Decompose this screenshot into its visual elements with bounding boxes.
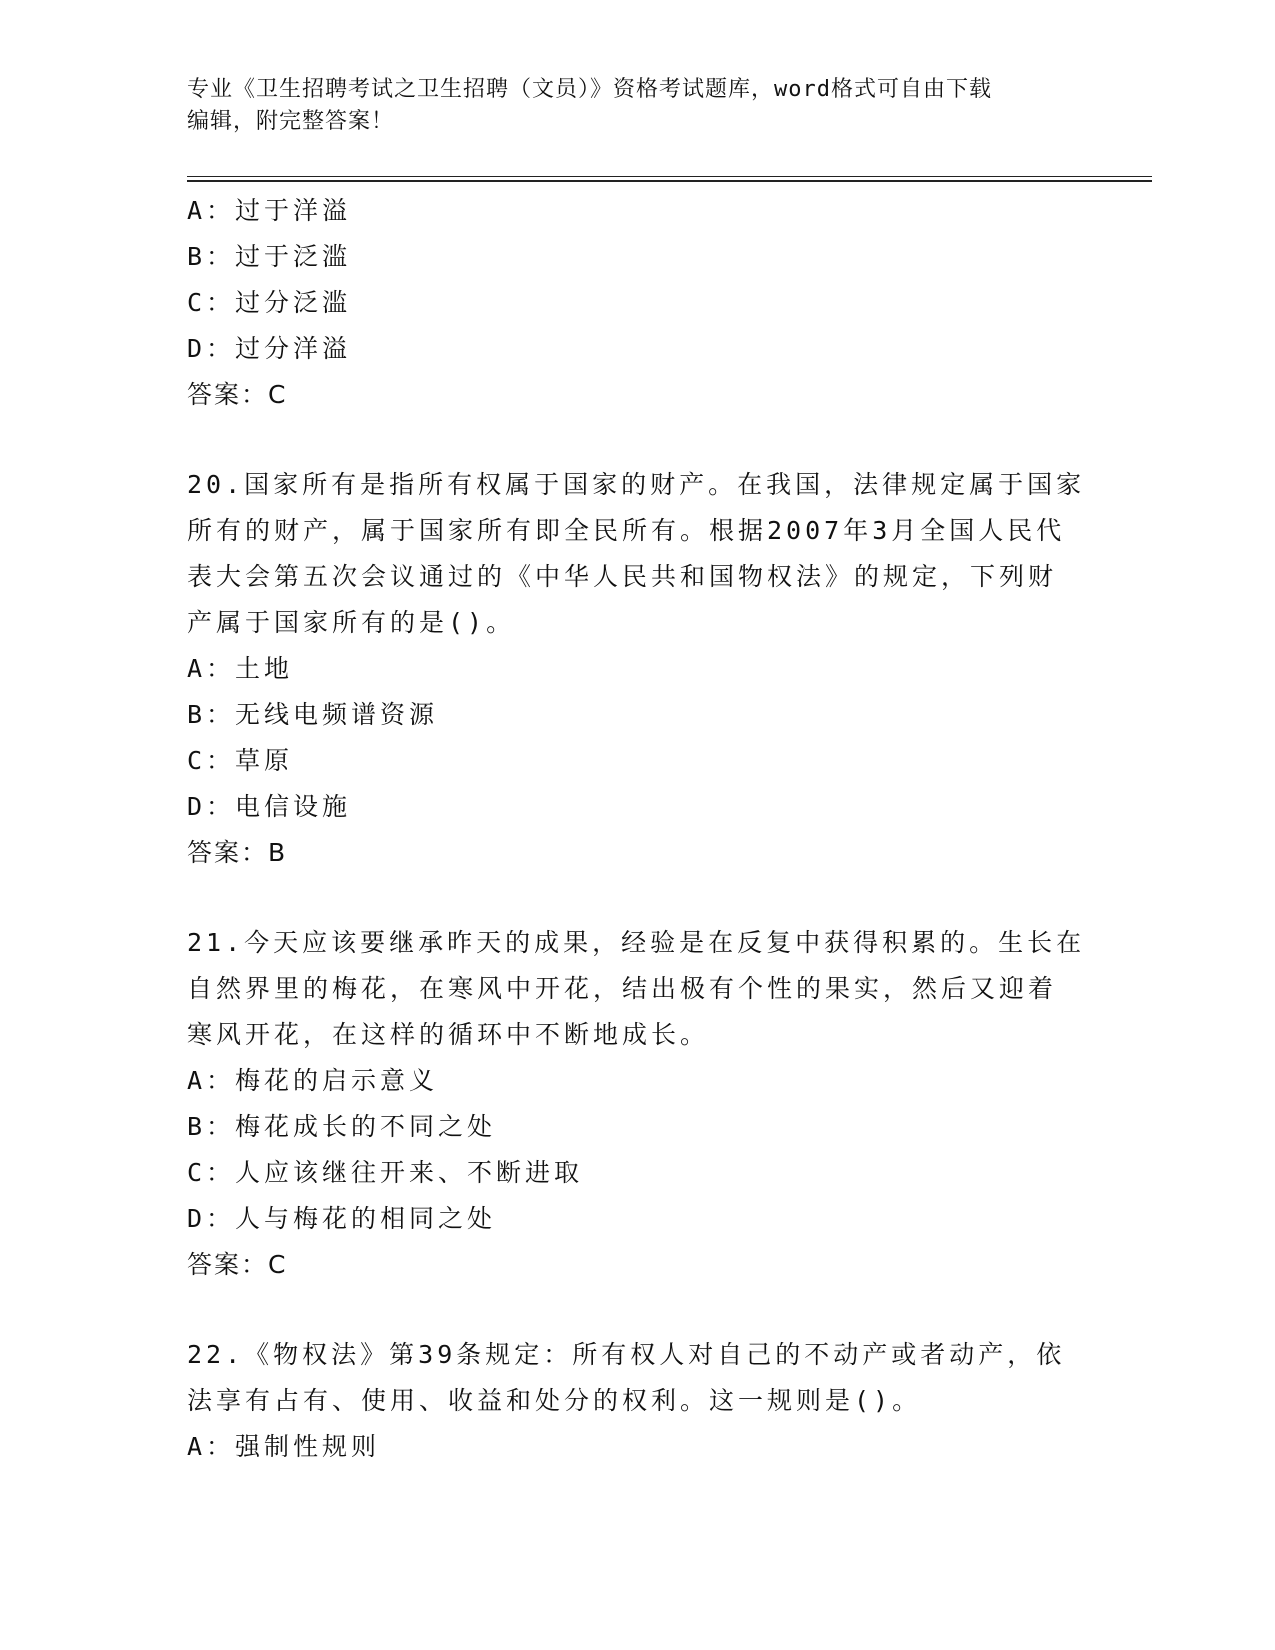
question-spacer bbox=[187, 876, 1087, 920]
question-20 bbox=[187, 462, 1087, 876]
stem-line: 法享有占有、使用、收益和处分的权利。这一规则是()。 bbox=[187, 1386, 922, 1415]
header-divider-thin bbox=[187, 176, 1152, 177]
option-d: D：过分洋溢 bbox=[187, 334, 352, 363]
header-line-1: 专业《卫生招聘考试之卫生招聘（文员）》资格考试题库，word格式可自由下载 bbox=[187, 77, 992, 102]
option-b: B：过于泛滥 bbox=[187, 242, 352, 271]
question-spacer bbox=[187, 418, 1087, 462]
stem-line: 20.国家所有是指所有权属于国家的财产。在我国，法律规定属于国家 bbox=[187, 470, 1086, 499]
question-list bbox=[187, 188, 1087, 1470]
option-c: C：草原 bbox=[187, 746, 294, 775]
option-d: D：人与梅花的相同之处 bbox=[187, 1204, 497, 1233]
answer-line: 答案：C bbox=[187, 1250, 288, 1279]
stem-line: 产属于国家所有的是()。 bbox=[187, 608, 516, 637]
answer-line: 答案：B bbox=[187, 838, 288, 867]
stem-line: 22.《物权法》第39条规定：所有权人对自己的不动产或者动产，依 bbox=[187, 1340, 1066, 1369]
answer-line: 答案：C bbox=[187, 380, 288, 409]
header-line-2: 编辑，附完整答案！ bbox=[187, 109, 395, 134]
option-c: C：人应该继往开来、不断进取 bbox=[187, 1158, 584, 1187]
question-stem bbox=[187, 1332, 1082, 1424]
question-21 bbox=[187, 920, 1087, 1288]
option-b: B：无线电频谱资源 bbox=[187, 700, 439, 729]
question-19 bbox=[187, 188, 1087, 418]
stem-line: 寒风开花，在这样的循环中不断地成长。 bbox=[187, 1020, 710, 1049]
option-a: A：过于洋溢 bbox=[187, 196, 352, 225]
option-b: B：梅花成长的不同之处 bbox=[187, 1112, 497, 1141]
document-header bbox=[187, 74, 1087, 138]
question-stem bbox=[187, 462, 1086, 646]
stem-line: 表大会第五次会议通过的《中华人民共和国物权法》的规定，下列财 bbox=[187, 562, 1058, 591]
option-a: A：梅花的启示意义 bbox=[187, 1066, 439, 1095]
question-stem bbox=[187, 920, 1086, 1058]
option-a: A：强制性规则 bbox=[187, 1432, 381, 1461]
header-divider-thick bbox=[187, 180, 1152, 182]
question-spacer bbox=[187, 1288, 1087, 1332]
option-d: D：电信设施 bbox=[187, 792, 352, 821]
stem-line: 21.今天应该要继承昨天的成果，经验是在反复中获得积累的。生长在 bbox=[187, 928, 1086, 957]
option-a: A：土地 bbox=[187, 654, 294, 683]
option-c: C：过分泛滥 bbox=[187, 288, 352, 317]
question-22 bbox=[187, 1332, 1087, 1470]
stem-line: 自然界里的梅花，在寒风中开花，结出极有个性的果实，然后又迎着 bbox=[187, 974, 1058, 1003]
stem-line: 所有的财产，属于国家所有即全民所有。根据2007年3月全国人民代 bbox=[187, 516, 1066, 545]
